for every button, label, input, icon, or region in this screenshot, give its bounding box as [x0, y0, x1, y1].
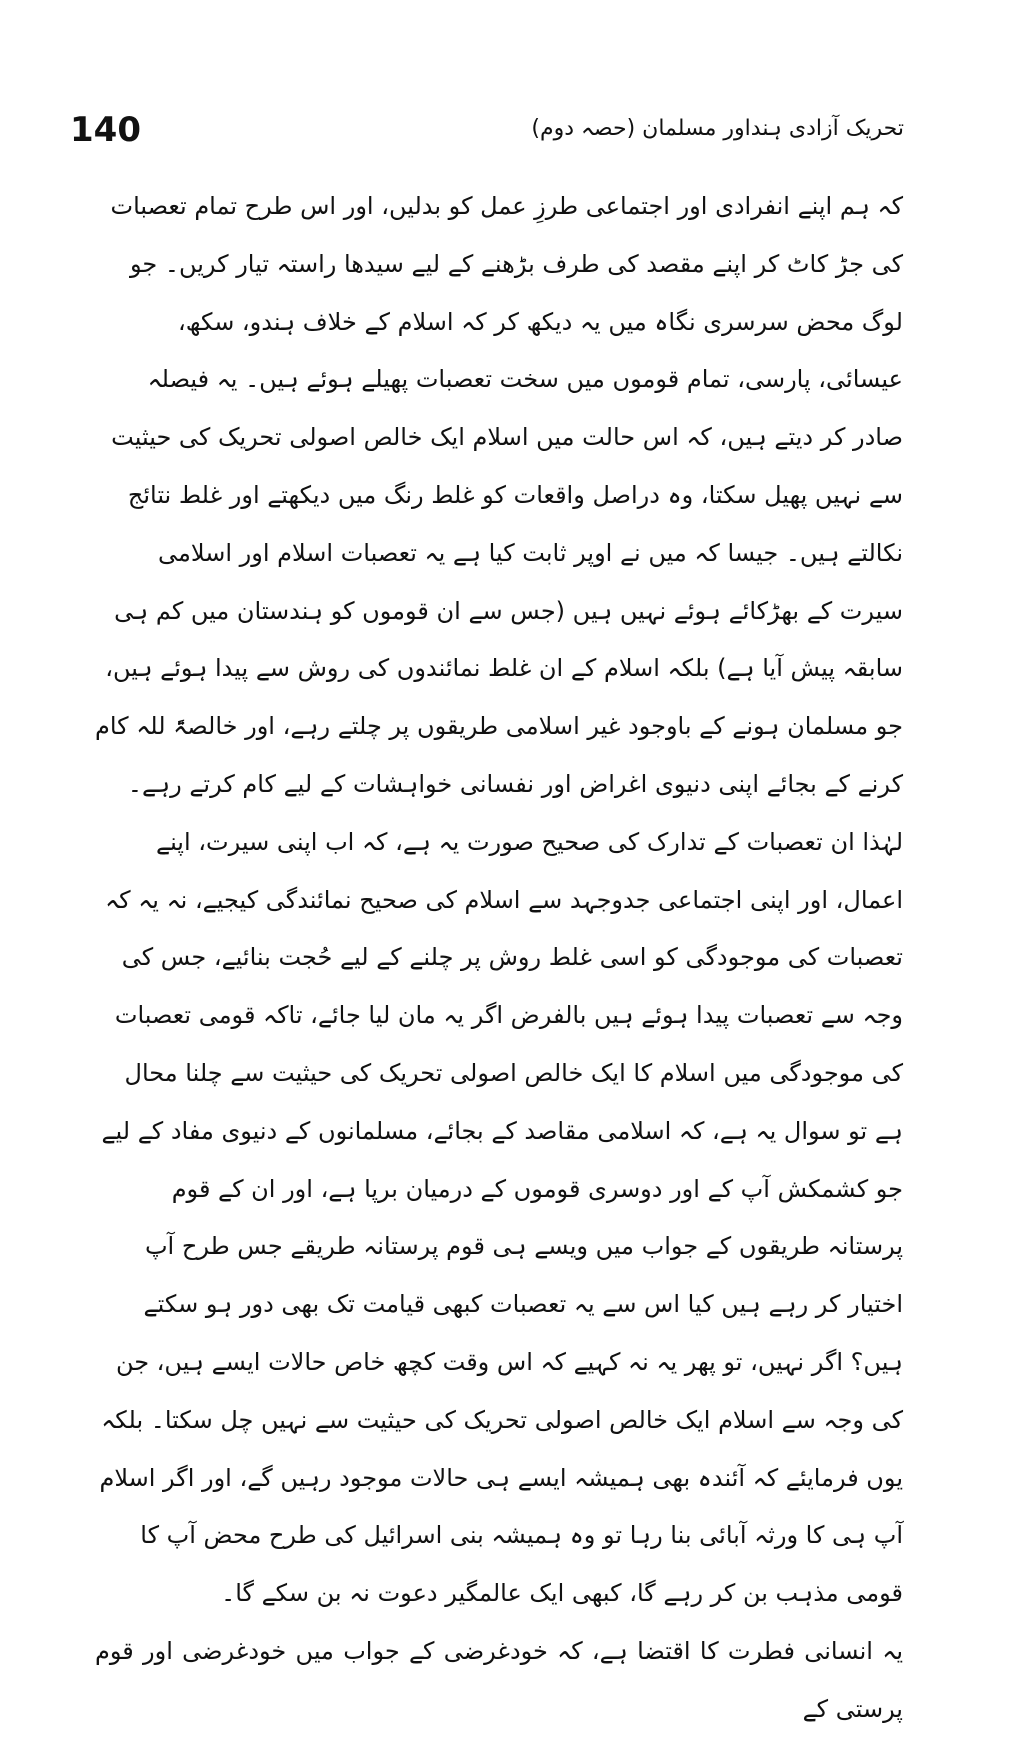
body-text: [95, 178, 903, 1739]
page-number: 140: [70, 110, 141, 150]
paragraph: یہ انسانی فطرت کا اقتضا ہے، کہ خودغرضی کے جواب میں خودغرضی اور قوم پرستی کے: [95, 1636, 903, 1723]
paragraph: کہ ہم اپنے انفرادی اور اجتماعی طرزِ عمل کو بدلیں، اور اس طرح تمام تعصبات کی جڑ کاٹ کر اپنے مقصد کی طرف بڑھنے کے لیے سیدھا راستہ تیار کریں۔ جو لوگ محض سرسری نگاہ میں یہ دیکھ کر کہ اسلام کے خلاف ہندو، سکھ، عیسائی، پارسی، تمام قوموں میں سخت تعصبات پھیلے ہوئے ہیں۔ یہ فیصلہ صادر کر دیتے ہیں، کہ اس حالت میں اسلام ایک خالص اصولی تحریک کی حیثیت سے نہیں پھیل سکتا، وہ دراصل واقعات کو غلط رنگ میں دیکھتے اور غلط نتائج نکالتے ہیں۔ جیسا کہ میں نے اوپر ثابت کیا ہے یہ تعصبات اسلام اور اسلامی سیرت کے بھڑکائے ہوئے نہیں ہیں (جس سے ان قوموں کو ہندستان میں کم ہی سابقہ پیش آیا ہے) بلکہ اسلام کے ان غلط نمائندوں کی روش سے پیدا ہوئے ہیں، جو مسلمان ہونے کے باوجود غیر اسلامی طریقوں پر چلتے رہے، اور خالصۃً للہ کام کرنے کے بجائے اپنی دنیوی اغراض اور نفسانی خواہشات کے لیے کام کرتے رہے۔ لہٰذا ان تعصبات کے تدارک کی صحیح صورت یہ ہے، کہ اب اپنی سیرت، اپنے اعمال، اور اپنی اجتماعی جدوجہد سے اسلام کی صحیح نمائندگی کیجیے، نہ یہ کہ تعصبات کی موجودگی کو اسی غلط روش پر چلنے کے لیے حُجت بنائیے، جس کی وجہ سے تعصبات پیدا ہوئے ہیں بالفرض اگر یہ مان لیا جائے، تاکہ قومی تعصبات کی موجودگی میں اسلام کا ایک خالص اصولی تحریک کی حیثیت سے چلنا محال ہے تو سوال یہ ہے، کہ اسلامی مقاصد کے بجائے، مسلمانوں کے دنیوی مفاد کے لیے جو کشمکش آپ کے اور دوسری قوموں کے درمیان برپا ہے، اور ان کے قوم پرستانہ طریقوں کے جواب میں ویسے ہی قوم پرستانہ طریقے جس طرح آپ اختیار کر رہے ہیں کیا اس سے یہ تعصبات کبھی قیامت تک بھی دور ہو سکتے ہیں؟ اگر نہیں، تو پھر یہ نہ کہیے کہ اس وقت کچھ خاص حالات ایسے ہیں، جن کی وجہ سے اسلام ایک خالص اصولی تحریک کی حیثیت سے نہیں چل سکتا۔ بلکہ یوں فرمایئے کہ آئندہ بھی ہمیشہ ایسے ہی حالات موجود رہیں گے، اور اگر اسلام آپ ہی کا ورثہ آبائی بنا رہا تو وہ ہمیشہ بنی اسرائیل کی طرح محض آپ کا قومی مذہب بن کر رہے گا، کبھی ایک عالمگیر دعوت نہ بن سکے گا۔: [94, 192, 903, 1608]
running-title: تحریک آزادی ہنداور مسلمان (حصہ دوم): [531, 116, 904, 141]
page-header: [70, 110, 904, 160]
